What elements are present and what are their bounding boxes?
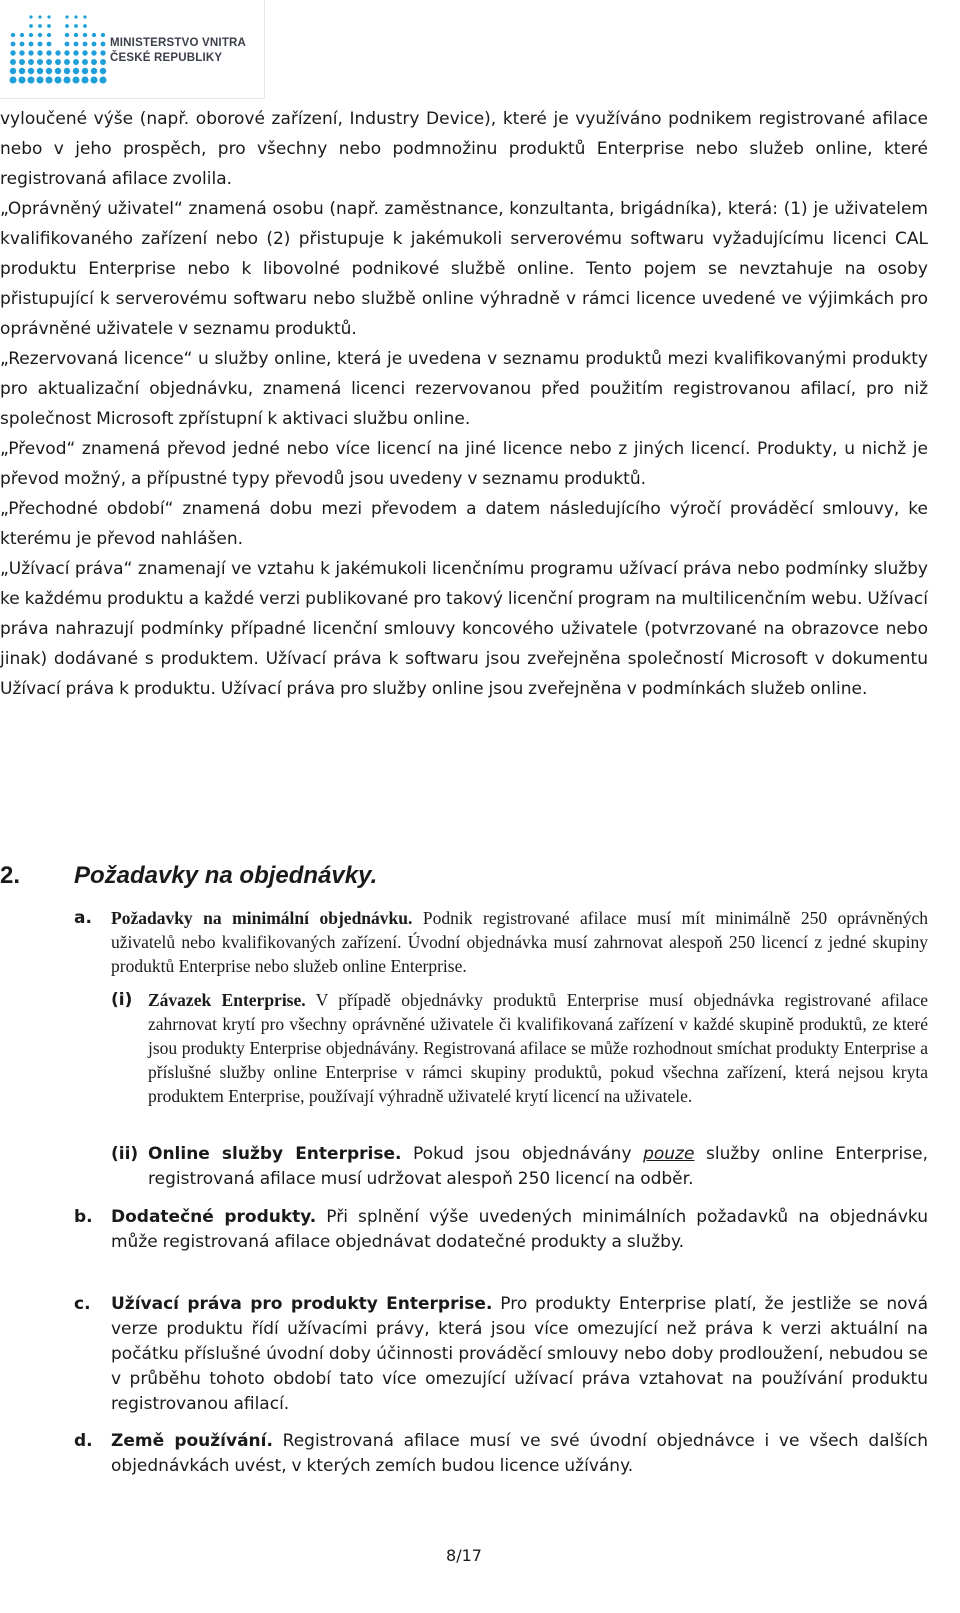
- list-item-a-ii: [111, 1142, 928, 1192]
- logo-dot: [19, 50, 24, 55]
- section-title: Požadavky na objednávky.: [74, 862, 378, 889]
- list-item-b: [74, 1205, 928, 1255]
- item-body: V případě objednávky produktů Enterprise musí objednávka registrované afilace zahrnovat krytí pro všechny oprávněné uživatele či kvalifikovaná zařízení v každé skupině produktů, ze které jsou produkty Enterprise objednávány. Registrovaná afilace se může rozhodnout smíchat produkty Enterprise a příslušné služby online Enterprise v rámci skupiny produktů, pokud všechna zařízení, která nejsou kryta produktem Enterprise, používají výhradně uživatelé krytí licencí na uživatele.: [148, 990, 928, 1106]
- item-body: Pokud jsou objednávány: [401, 1144, 644, 1164]
- logo-dot: [10, 59, 16, 65]
- logo-dot: [54, 76, 61, 83]
- logo-dot: [38, 24, 42, 28]
- logo-dot: [47, 15, 50, 18]
- logo-dot: [83, 15, 86, 18]
- logo-dot: [38, 33, 42, 37]
- ministry-logo: [0, 0, 265, 99]
- logo-dot: [101, 42, 106, 47]
- list-item-d: [74, 1429, 928, 1479]
- logo-dot: [19, 68, 26, 75]
- logo-text: [110, 36, 246, 66]
- logo-dot: [29, 42, 34, 47]
- logo-dot: [46, 50, 51, 55]
- logo-dot: [37, 59, 43, 65]
- logo-dot: [100, 50, 105, 55]
- logo-dot: [11, 33, 15, 37]
- logo-dot: [83, 42, 88, 47]
- item-text: [111, 906, 928, 978]
- definitions-body: [0, 104, 928, 704]
- item-body: Při splnění výše uvedených minimálních požadavků na objednávku může registrovaná afilace objednávat dodatečné produkty a služby.: [111, 1207, 928, 1252]
- logo-dot: [45, 76, 52, 83]
- logo-dot: [73, 68, 80, 75]
- logo-dot: [29, 15, 32, 18]
- logo-dot: [73, 50, 78, 55]
- item-emphasis: pouze: [643, 1144, 695, 1164]
- logo-dot: [47, 24, 51, 28]
- logo-dot: [90, 76, 97, 83]
- section-heading: [0, 860, 377, 892]
- logo-dot: [28, 59, 34, 65]
- logo-dot: [83, 33, 87, 37]
- item-label: (i): [111, 990, 133, 1010]
- item-label: d.: [74, 1431, 93, 1451]
- logo-dot: [91, 68, 98, 75]
- item-lead: Dodatečné produkty.: [111, 1207, 317, 1227]
- logo-dot: [9, 76, 16, 83]
- logo-dot: [74, 33, 78, 37]
- logo-dot: [81, 76, 88, 83]
- logo-dot: [74, 15, 77, 18]
- logo-dot: [38, 15, 41, 18]
- logo-dot: [65, 24, 69, 28]
- logo-dot: [55, 50, 60, 55]
- item-text: [148, 1142, 928, 1192]
- logo-dot: [101, 33, 105, 37]
- item-body: služby online Enterprise, registrovaná afilace musí udržovat alespoň 250 licencí na odběr.: [148, 1144, 928, 1189]
- logo-dot: [29, 24, 33, 28]
- logo-dot: [82, 50, 87, 55]
- logo-dot: [18, 76, 25, 83]
- logo-dot: [20, 42, 25, 47]
- logo-dot: [74, 24, 78, 28]
- paragraph: „Rezervovaná licence“ u služby online, která je uvedena v seznamu produktů mezi kvalifikovanými produkty pro aktualizační objednávku, znamená licenci rezervovanou před použitím registrovanou afilací, pro niž společnost Microsoft zpřístupní k aktivaci službu online.: [0, 349, 928, 429]
- paragraph: „Oprávněný uživatel“ znamená osobu (např. zaměstnance, konzultanta, brigádníka), která: (1) je uživatelem kvalifikovaného zařízení nebo (2) přistupuje k jakémukoli serverovému softwaru vyžadujícímu licenci CAL produktu Enterprise nebo k libovolné podnikové službě online. Tento pojem se nevztahuje na osoby přistupující k serverovému softwaru nebo službě online výhradně v rámci licence uvedené ve výjimkách pro oprávněné uživatele v seznamu produktů.: [0, 199, 928, 339]
- logo-dot: [37, 50, 42, 55]
- logo-dot: [92, 42, 97, 47]
- item-label: c.: [74, 1294, 91, 1314]
- item-label: a.: [74, 908, 92, 928]
- logo-dot: [91, 59, 97, 65]
- logo-dot: [10, 50, 15, 55]
- logo-dot: [64, 59, 70, 65]
- logo-dot: [55, 68, 62, 75]
- item-lead: Požadavky na minimální objednávku.: [111, 908, 413, 928]
- item-lead: Online služby Enterprise.: [148, 1144, 402, 1164]
- item-text: [111, 1292, 928, 1417]
- logo-dot: [65, 33, 69, 37]
- logo-dot: [63, 76, 70, 83]
- list-item-c: [74, 1292, 928, 1417]
- section-number: 2.: [0, 862, 21, 889]
- logo-dot: [100, 59, 106, 65]
- logo-dot: [91, 50, 96, 55]
- item-body: Registrovaná afilace musí ve své úvodní objednávce i ve všech dalších objednávkách uvést, v kterých zemích budou licence užívány.: [111, 1431, 928, 1476]
- logo-dot: [10, 68, 17, 75]
- paragraph: „Převod“ znamená převod jedné nebo více licencí na jiné licence nebo z jiných licencí. Produkty, u nichž je převod možný, a přípustné typy převodů jsou uvedeny v seznamu produktů.: [0, 439, 928, 489]
- logo-dot: [46, 59, 52, 65]
- logo-dot: [82, 59, 88, 65]
- logo-dot: [92, 33, 96, 37]
- page-number: 8/17: [446, 1546, 482, 1565]
- item-lead: Užívací práva pro produkty Enterprise.: [111, 1294, 493, 1314]
- logo-dot: [27, 76, 34, 83]
- item-text: [148, 988, 928, 1108]
- logo-dot: [64, 68, 71, 75]
- paragraph: vyloučené výše (např. oborové zařízení, Industry Device), které je využíváno podnikem registrované afilace nebo v jeho prospěch, pro všechny nebo podmnožinu produktů Enterprise nebo služeb online, které registrovaná afilace zvolila.: [0, 109, 928, 189]
- item-label: b.: [74, 1207, 93, 1227]
- logo-dot: [46, 68, 53, 75]
- logo-dot: [36, 76, 43, 83]
- logo-dot: [73, 59, 79, 65]
- logo-dot: [99, 76, 106, 83]
- item-lead: Závazek Enterprise.: [148, 990, 306, 1010]
- logo-dot: [82, 68, 89, 75]
- list-item-a: [74, 906, 928, 978]
- logo-dot: [100, 68, 107, 75]
- item-text: [111, 1205, 928, 1255]
- logo-dot: [64, 50, 69, 55]
- logo-dot: [74, 42, 79, 47]
- logo-dots-icon: [8, 12, 108, 86]
- logo-dot: [55, 59, 61, 65]
- item-text: [111, 1429, 928, 1479]
- logo-dot: [83, 24, 87, 28]
- item-body: Podnik registrované afilace musí mít minimálně 250 oprávněných uživatelů nebo kvalifikovaných zařízení. Úvodní objednávka musí zahrnovat alespoň 250 licencí z jedné skupiny produktů Enterprise nebo služeb online Enterprise.: [111, 908, 929, 976]
- logo-dot: [47, 42, 52, 47]
- logo-dot: [28, 50, 33, 55]
- logo-dot: [47, 33, 51, 37]
- logo-dot: [65, 15, 68, 18]
- logo-dot: [11, 42, 16, 47]
- item-body: Pro produkty Enterprise platí, že jestliže se nová verze produktu řídí užívacími právy, která jsou více omezující než práva k verzi aktuální na počátku příslušné úvodní doby účinnosti prováděcí smlouvy nebo doby prodloužení, nebudou se v průběhu tohoto období tato více omezující užívací práva vztahovat na používání produktu registrovanou afilací.: [111, 1294, 928, 1414]
- logo-dot: [29, 33, 33, 37]
- paragraph: „Přechodné období“ znamená dobu mezi převodem a datem následujícího výročí prováděcí smlouvy, ke kterému je převod nahlášen.: [0, 499, 928, 549]
- logo-line-1: MINISTERSTVO VNITRA: [110, 37, 247, 49]
- logo-dot: [37, 68, 44, 75]
- paragraph: „Užívací práva“ znamenají ve vztahu k jakémukoli licenčnímu programu užívací práva nebo podmínky služby ke každému produktu a každé verzi publikované pro takový licenční program na multilicenčním webu. Užívací práva nahrazují podmínky případné licenční smlouvy koncového uživatele (potvrzované na obrazovce nebo jinak) dodávané s produktem. Užívací práva k softwaru jsou zveřejněna společností Microsoft v dokumentu Užívací práva k produktu. Užívací práva pro služby online jsou zveřejněna v podmínkách služeb online.: [0, 559, 928, 699]
- logo-dot: [19, 59, 25, 65]
- logo-dot: [72, 76, 79, 83]
- item-lead: Země používání.: [111, 1431, 273, 1451]
- logo-dot: [65, 42, 70, 47]
- logo-dot: [20, 33, 24, 37]
- logo-dot: [38, 42, 43, 47]
- logo-line-2: ČESKÉ REPUBLIKY: [110, 52, 223, 64]
- logo-dot: [28, 68, 35, 75]
- item-label: (ii): [111, 1144, 139, 1164]
- list-item-a-i: [111, 988, 928, 1108]
